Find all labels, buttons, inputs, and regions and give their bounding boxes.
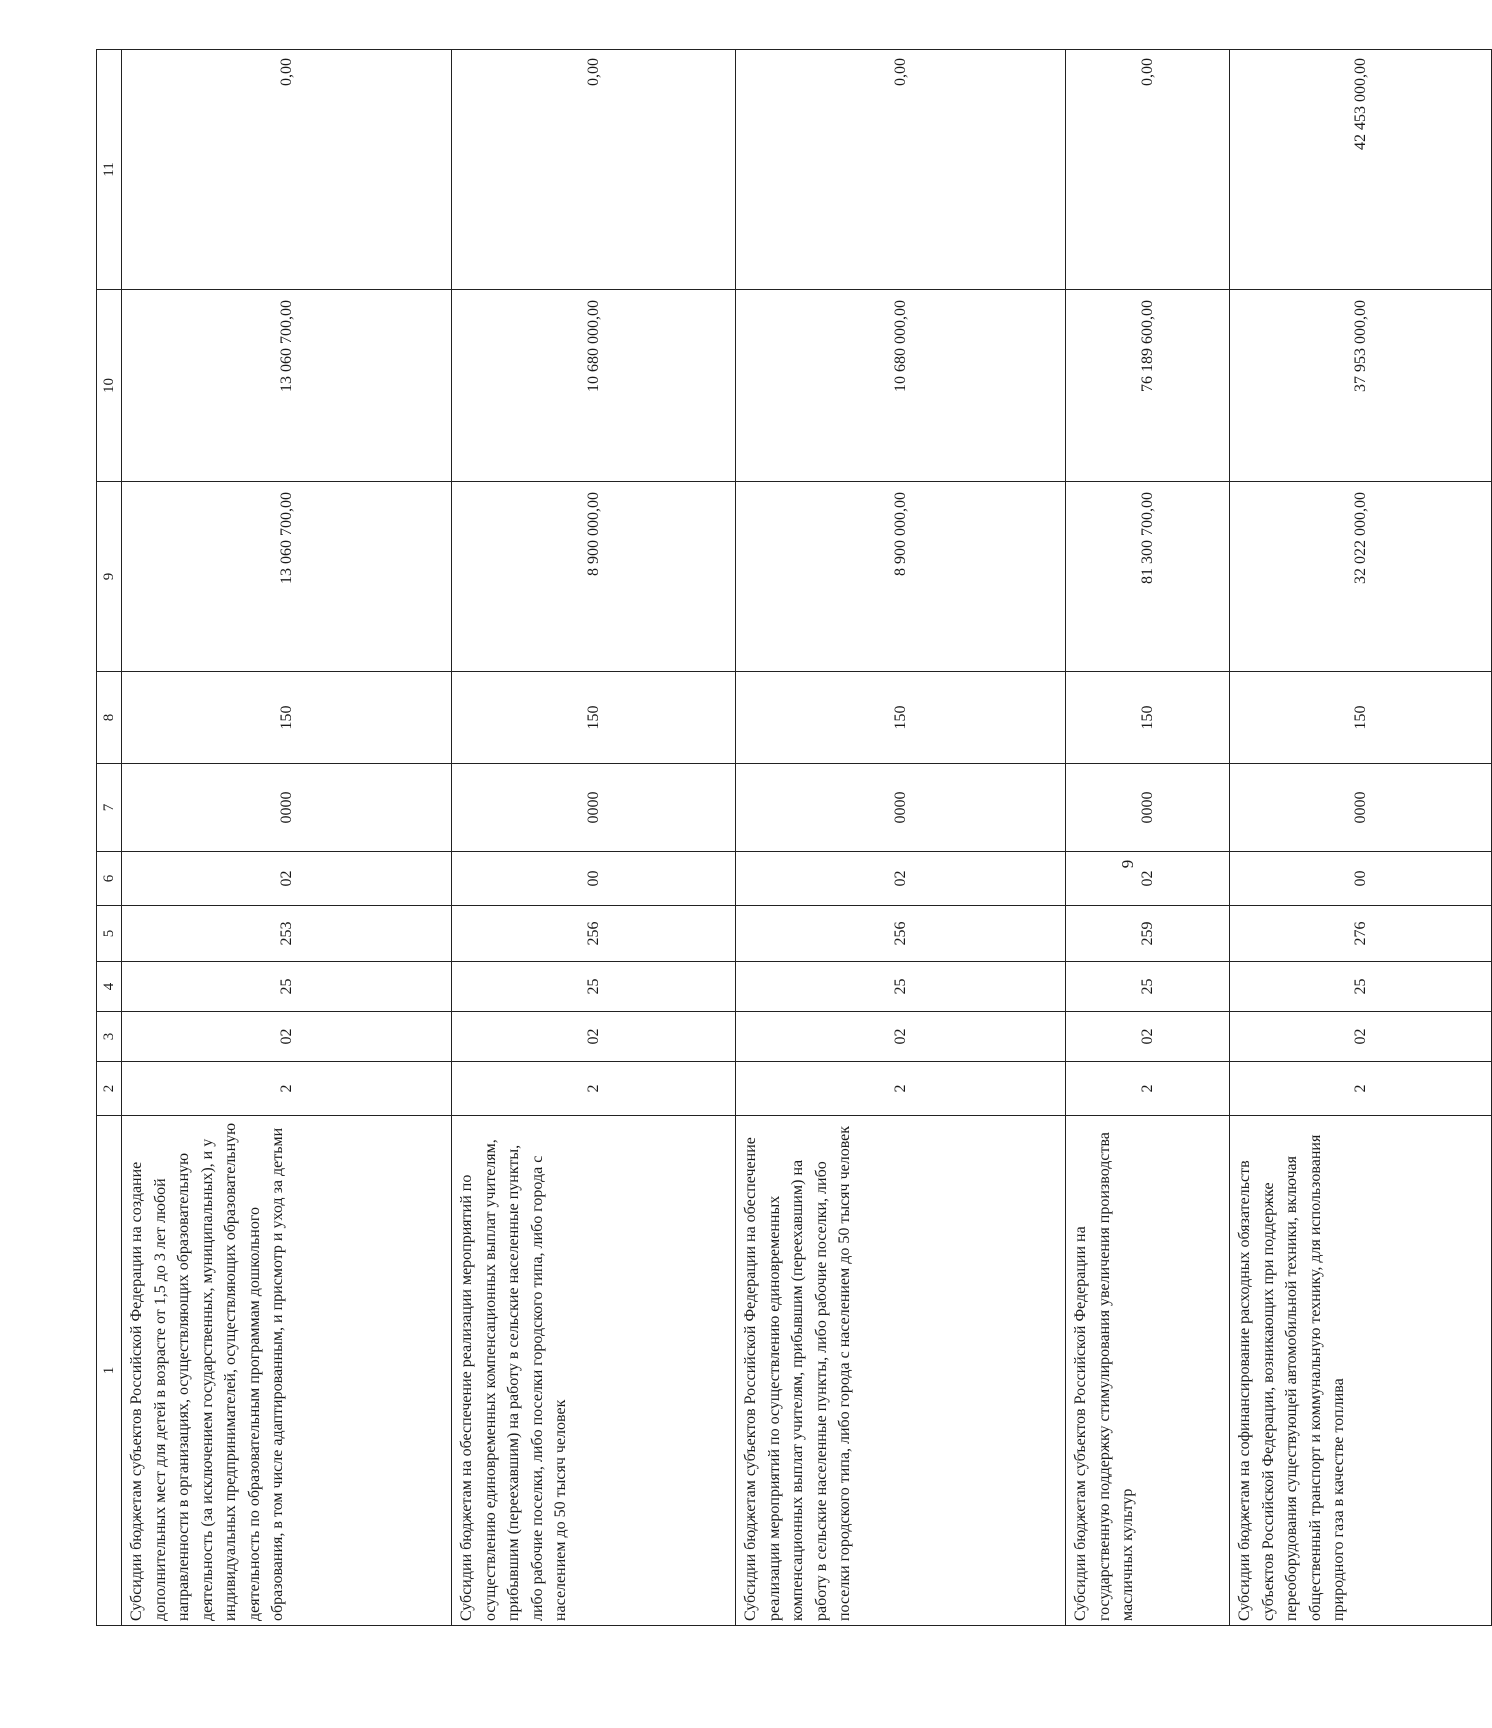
cell-col-2: 2	[122, 1062, 452, 1116]
cell-col-7: 0000	[1230, 764, 1492, 852]
table-row	[1066, 50, 1230, 1626]
column-header: 7	[97, 764, 122, 852]
cell-col-5: 253	[122, 906, 452, 962]
cell-col-6: 02	[736, 852, 1066, 906]
cell-col-9: 8 900 000,00	[736, 482, 1066, 672]
column-header: 5	[97, 906, 122, 962]
cell-col-8: 150	[1230, 672, 1492, 764]
cell-col-7: 0000	[122, 764, 452, 852]
table-row	[1230, 50, 1492, 1626]
cell-col-11: 0,00	[122, 50, 452, 290]
cell-col-7: 0000	[736, 764, 1066, 852]
cell-col-3: 02	[1230, 1012, 1492, 1062]
cell-col-2: 2	[1066, 1062, 1230, 1116]
cell-col-2: 2	[736, 1062, 1066, 1116]
cell-col-6: 00	[452, 852, 736, 906]
cell-col-9: 13 060 700,00	[122, 482, 452, 672]
column-header: 3	[97, 1012, 122, 1062]
cell-col-4: 25	[736, 962, 1066, 1012]
column-header: 10	[97, 290, 122, 482]
cell-col-10: 37 953 000,00	[1230, 290, 1492, 482]
cell-col-9: 8 900 000,00	[452, 482, 736, 672]
row-description: Субсидии бюджетам на софинансирование расходных обязательств субъектов Российской Федерации, возникающих при поддержке переоборудования существующей автомобильной техники, включая общественный транспорт и коммунальную технику, для использования природного газа в качестве топлива	[1230, 1116, 1492, 1626]
cell-col-3: 02	[1066, 1012, 1230, 1062]
cell-col-8: 150	[1066, 672, 1230, 764]
cell-col-2: 2	[452, 1062, 736, 1116]
cell-col-9: 81 300 700,00	[1066, 482, 1230, 672]
cell-col-5: 259	[1066, 906, 1230, 962]
cell-col-9: 32 022 000,00	[1230, 482, 1492, 672]
cell-col-11: 42 453 000,00	[1230, 50, 1492, 290]
cell-col-8: 150	[122, 672, 452, 764]
cell-col-10: 10 680 000,00	[736, 290, 1066, 482]
column-header: 2	[97, 1062, 122, 1116]
cell-col-3: 02	[122, 1012, 452, 1062]
row-description: Субсидии бюджетам субъектов Российской Федерации на создание дополнительных мест для детей в возрасте от 1,5 до 3 лет любой направленности в организациях, осуществляющих образовательную деятельность (за исключением государственных, муниципальных), и у индивидуальных предпринимателей, осуществляющих образовательную деятельность по образовательным программам дошкольного образования, в том числе адаптированным, и присмотр и уход за детьми	[122, 1116, 452, 1626]
cell-col-11: 0,00	[736, 50, 1066, 290]
column-header: 8	[97, 672, 122, 764]
table-row	[736, 50, 1066, 1626]
row-description: Субсидии бюджетам субъектов Российской Федерации на обеспечение реализации мероприятий по осуществлению единовременных компенсационных выплат учителям, прибывшим (переехавшим) на работу в сельские населенные пункты, либо рабочие поселки, либо поселки городского типа, либо города с населением до 50 тысяч человек	[736, 1116, 1066, 1626]
column-header: 4	[97, 962, 122, 1012]
cell-col-10: 76 189 600,00	[1066, 290, 1230, 482]
cell-col-8: 150	[736, 672, 1066, 764]
column-header: 11	[97, 50, 122, 290]
cell-col-5: 256	[452, 906, 736, 962]
row-description: Субсидии бюджетам субъектов Российской Федерации на государственную поддержку стимулирования увеличения производства масличных культур	[1066, 1116, 1230, 1626]
budget-table	[96, 49, 1492, 1626]
cell-col-5: 256	[736, 906, 1066, 962]
cell-col-4: 25	[1230, 962, 1492, 1012]
cell-col-4: 25	[1066, 962, 1230, 1012]
cell-col-5: 276	[1230, 906, 1492, 962]
cell-col-2: 2	[1230, 1062, 1492, 1116]
table-header-row	[97, 50, 122, 1626]
cell-col-6: 00	[1230, 852, 1492, 906]
cell-col-4: 25	[452, 962, 736, 1012]
column-header: 1	[97, 1116, 122, 1626]
column-header: 6	[97, 852, 122, 906]
cell-col-3: 02	[736, 1012, 1066, 1062]
cell-col-11: 0,00	[452, 50, 736, 290]
cell-col-4: 25	[122, 962, 452, 1012]
cell-col-7: 0000	[452, 764, 736, 852]
cell-col-3: 02	[452, 1012, 736, 1062]
cell-col-10: 13 060 700,00	[122, 290, 452, 482]
cell-col-6: 02	[1066, 852, 1230, 906]
cell-col-11: 0,00	[1066, 50, 1230, 290]
column-header: 9	[97, 482, 122, 672]
table-row	[452, 50, 736, 1626]
page-number: 9	[1118, 859, 1137, 869]
table-row	[122, 50, 452, 1626]
cell-col-7: 0000	[1066, 764, 1230, 852]
row-description: Субсидии бюджетам на обеспечение реализации мероприятий по осуществлению единовременных компенсационных выплат учителям, прибывшим (переехавшим) на работу в сельские населенные пункты, либо рабочие поселки, либо поселки городского типа, либо города с населением до 50 тысяч человек	[452, 1116, 736, 1626]
cell-col-6: 02	[122, 852, 452, 906]
cell-col-8: 150	[452, 672, 736, 764]
cell-col-10: 10 680 000,00	[452, 290, 736, 482]
